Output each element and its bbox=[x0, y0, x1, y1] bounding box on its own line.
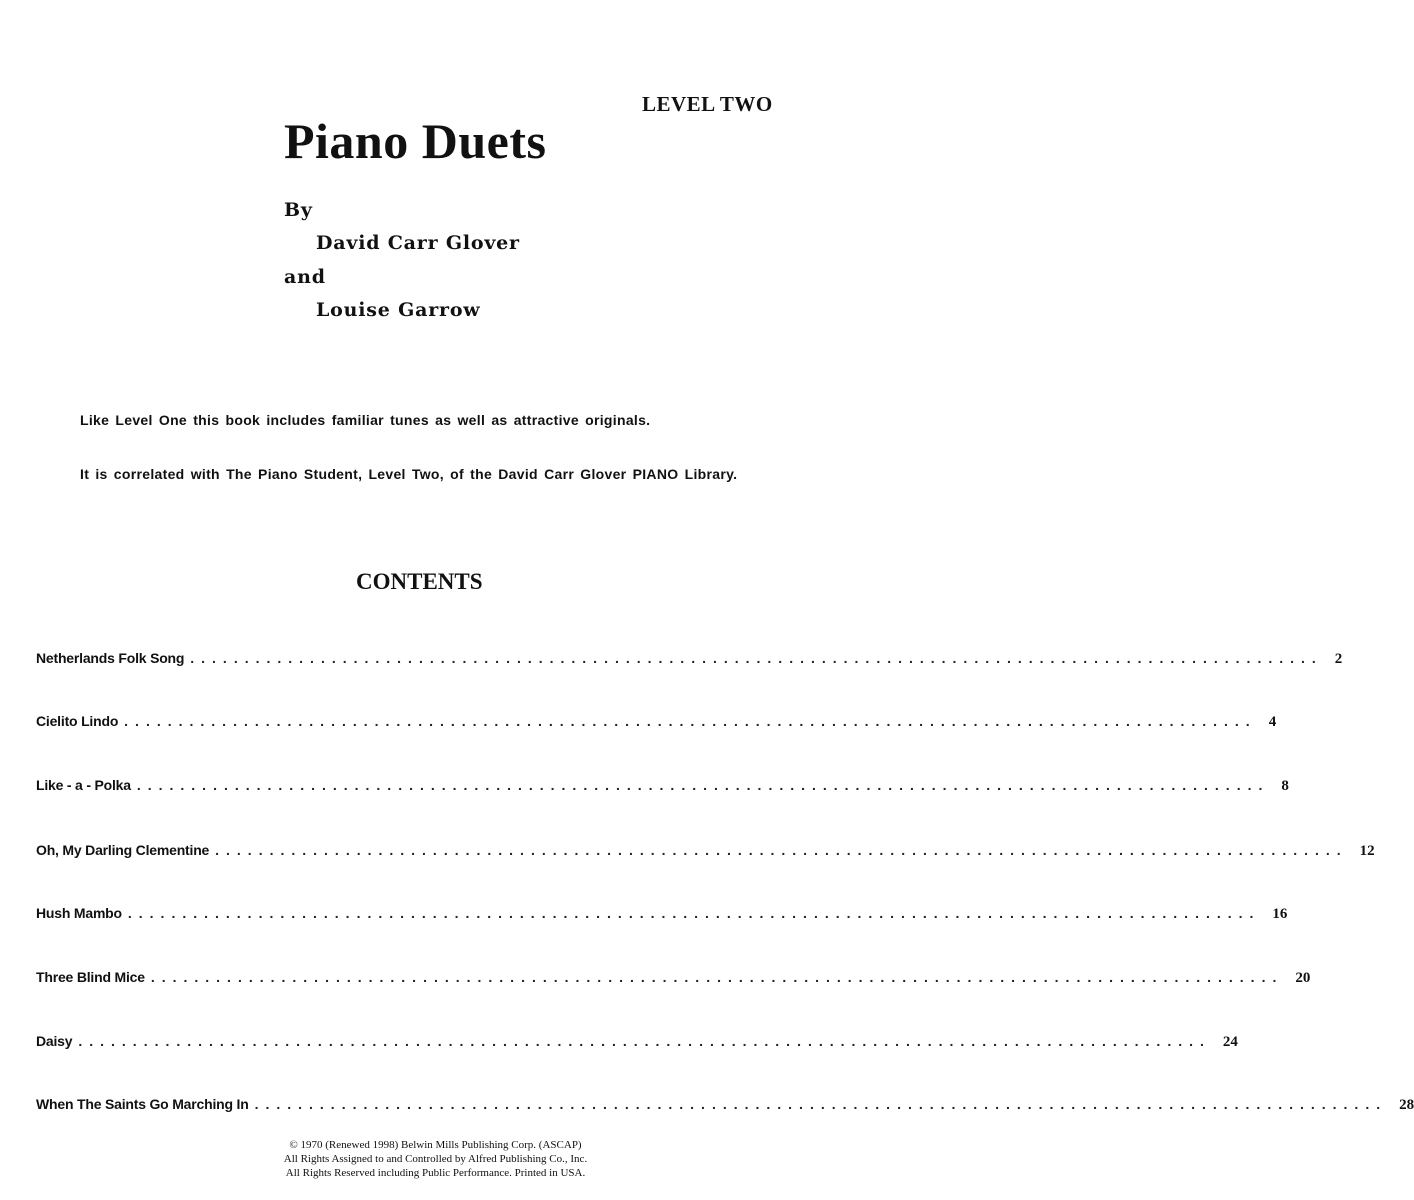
copyright-notice bbox=[0, 1138, 871, 1180]
author-name-2: Louise Garrow bbox=[316, 299, 481, 321]
level-label: LEVEL TWO bbox=[642, 92, 773, 116]
contents-entry bbox=[36, 905, 1288, 927]
contents-entry-page: 20 bbox=[1295, 970, 1311, 986]
contents-entry bbox=[36, 713, 1277, 735]
contents-entry-page: 24 bbox=[1222, 1034, 1238, 1050]
contents-heading: CONTENTS bbox=[356, 569, 483, 594]
by-label: By bbox=[284, 199, 313, 221]
contents-entry-page: 28 bbox=[1399, 1097, 1414, 1113]
contents-entry-page: 16 bbox=[1272, 906, 1288, 922]
and-label: and bbox=[284, 266, 326, 288]
contents-entry-title: Three Blind Mice bbox=[36, 969, 145, 985]
intro-line-2: It is correlated with The Piano Student, Level Two, of the David Carr Glover PIANO Library. bbox=[80, 466, 738, 482]
contents-entry-title: Daisy bbox=[36, 1033, 73, 1049]
contents-entry bbox=[36, 842, 1375, 864]
dot-leader: ........................................................................................................ bbox=[124, 713, 1257, 729]
intro-line-1: Like Level One this book includes familiar tunes as well as attractive originals. bbox=[80, 412, 651, 428]
dot-leader: ........................................................................................................ bbox=[150, 969, 1284, 985]
contents-entry bbox=[36, 969, 1311, 991]
dot-leader: ........................................................................................................ bbox=[78, 1033, 1211, 1049]
contents-entry-title: Oh, My Darling Clementine bbox=[36, 842, 210, 858]
dot-leader: ........................................................................................................ bbox=[190, 650, 1323, 666]
dot-leader: ........................................................................................................ bbox=[136, 777, 1270, 793]
contents-entry-page: 12 bbox=[1359, 843, 1375, 859]
contents-entry bbox=[36, 1096, 1414, 1118]
dot-leader: ........................................................................................................ bbox=[127, 905, 1261, 921]
contents-entry bbox=[36, 650, 1343, 672]
contents-entry-page: 4 bbox=[1268, 714, 1277, 730]
copyright-line-1: © 1970 (Renewed 1998) Belwin Mills Publishing Corp. (ASCAP) bbox=[289, 1139, 582, 1151]
contents-entry-title: Hush Mambo bbox=[36, 905, 122, 921]
contents-entry bbox=[36, 1033, 1238, 1055]
book-title: Piano Duets bbox=[284, 113, 547, 169]
copyright-line-2: All Rights Assigned to and Controlled by Alfred Publishing Co., Inc. bbox=[283, 1153, 588, 1165]
contents-entry-title: Like - a - Polka bbox=[36, 777, 131, 793]
copyright-line-3: All Rights Reserved including Public Performance. Printed in USA. bbox=[285, 1167, 586, 1179]
contents-entry-page: 2 bbox=[1334, 651, 1343, 667]
dot-leader: ........................................................................................................ bbox=[254, 1096, 1388, 1112]
contents-entry-page: 8 bbox=[1281, 778, 1289, 794]
contents-entry-title: Netherlands Folk Song bbox=[36, 650, 185, 666]
author-name-1: David Carr Glover bbox=[316, 232, 520, 254]
dot-leader: ........................................................................................................ bbox=[215, 842, 1348, 858]
contents-entry-title: Cielito Lindo bbox=[36, 713, 119, 729]
contents-entry-title: When The Saints Go Marching In bbox=[36, 1096, 249, 1112]
contents-entry bbox=[36, 777, 1289, 799]
